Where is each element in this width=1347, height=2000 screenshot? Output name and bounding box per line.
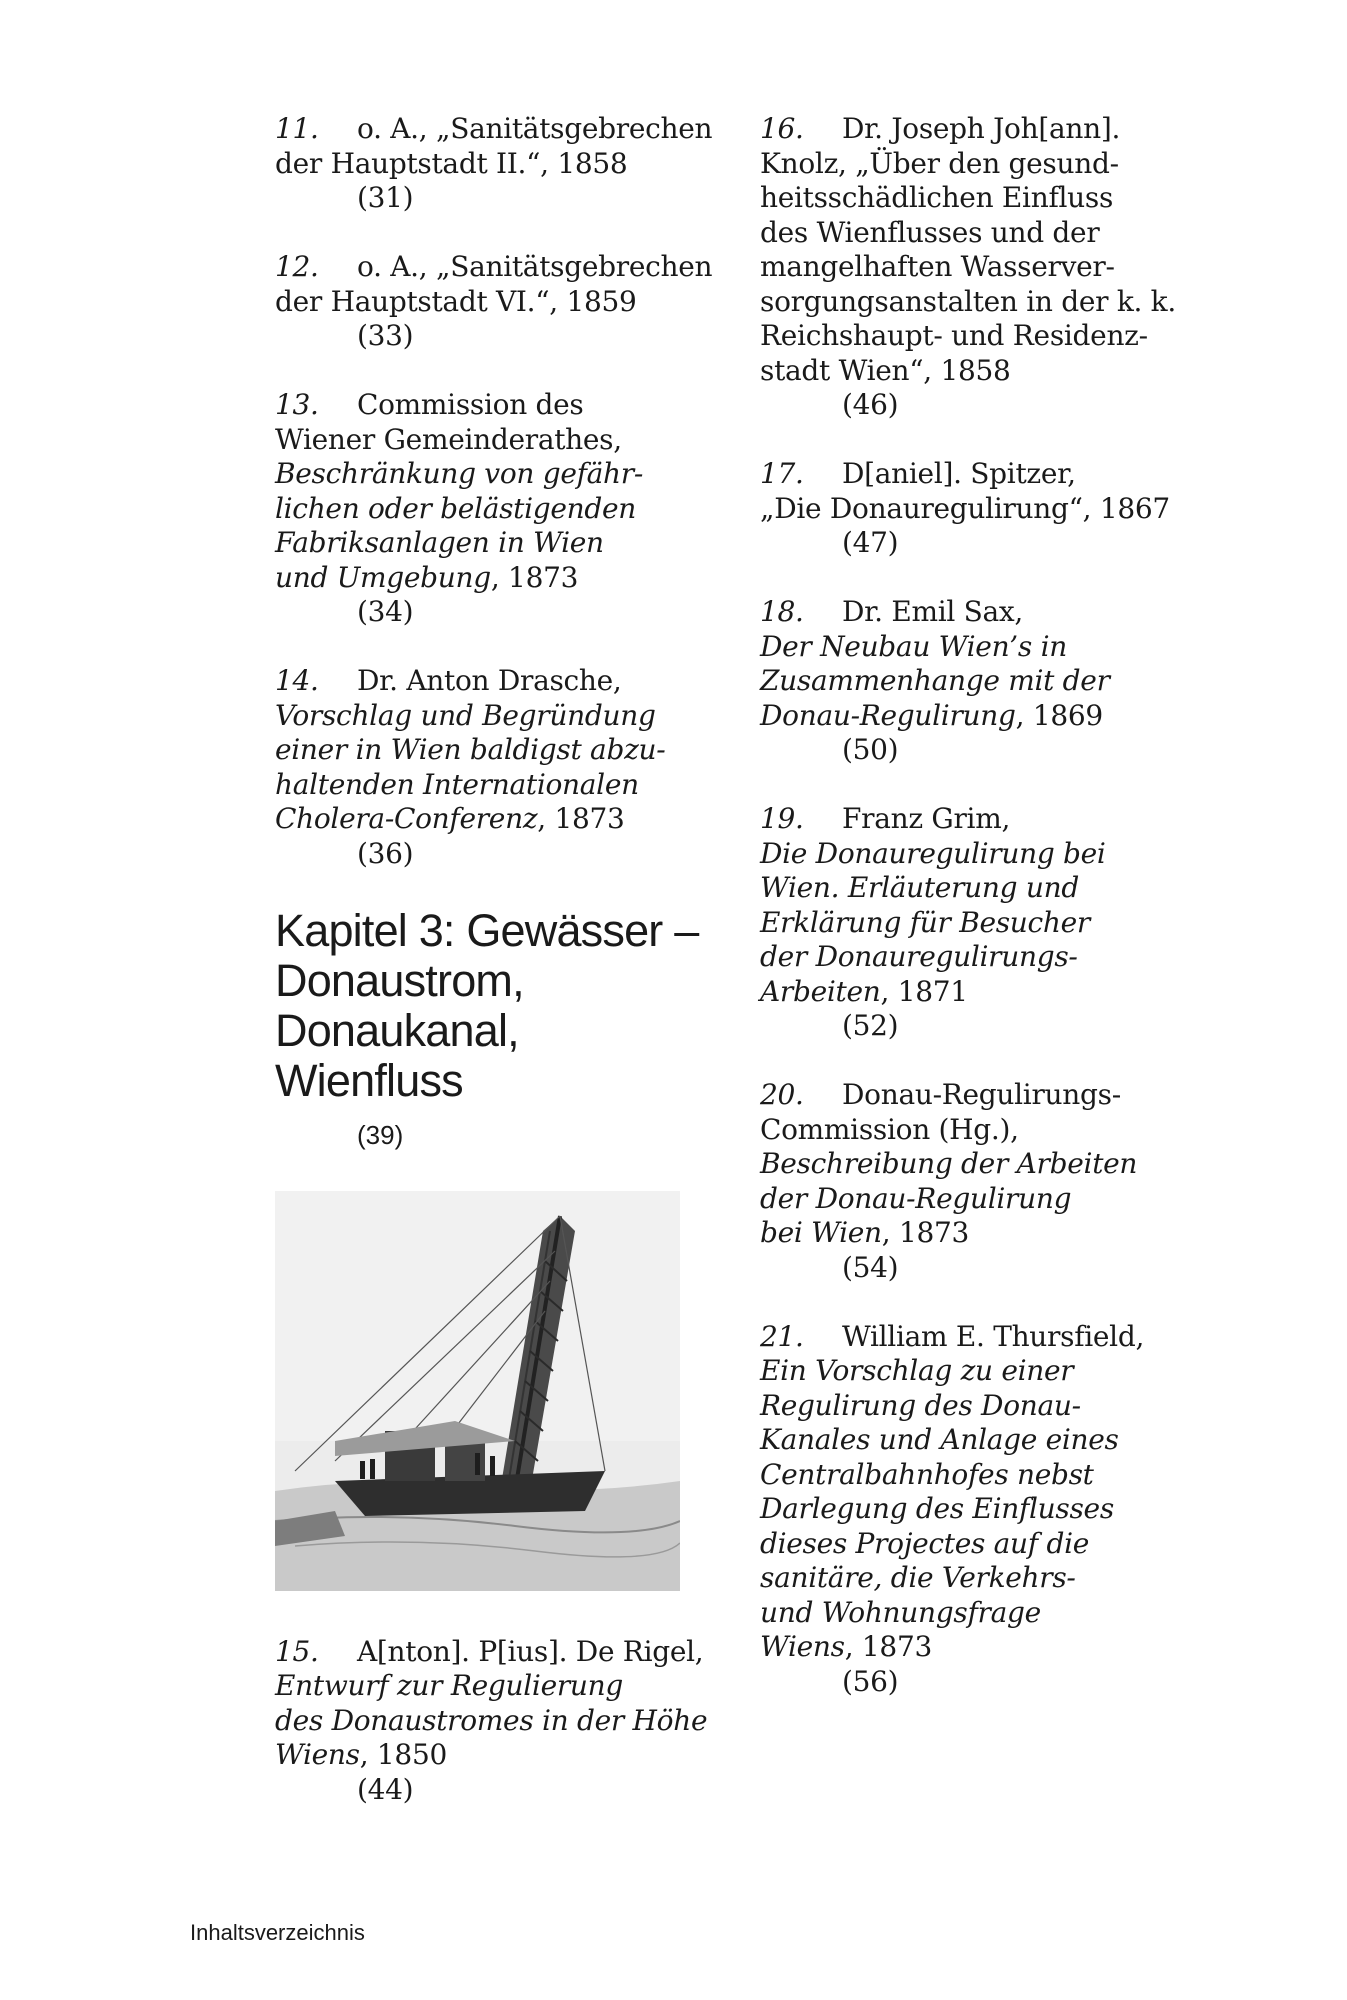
entry-title: Darlegung des Einflusses [760,1492,1114,1525]
entry-text: Dr. Joseph Joh[ann]. [842,112,1121,145]
entry-title: Erklärung für Besucher [760,905,1091,939]
chapter-title-line: Wienfluss [275,1054,463,1106]
entry-text: Reichshaupt- und Residenz- [760,319,1148,352]
entry-number: 21. [760,1319,804,1353]
toc-entry-21[interactable] [760,1320,1230,1700]
entry-text: der Hauptstadt II.“, 1858 [275,146,628,180]
entry-text: sorgungsanstalten in der k. k. [760,284,1176,318]
toc-entry-12[interactable] [275,250,745,354]
entry-text: o. A., „Sanitätsgebrechen [357,250,713,283]
page-number: (46) [842,388,899,421]
entry-title: dieses Projectes auf die [760,1526,1090,1560]
entry-title: der Donauregulirungs- [760,940,1078,973]
chapter-title-line: Donaustrom, [275,954,524,1006]
chapter-heading[interactable] [275,906,745,1106]
entry-title: Ein Vorschlag zu einer [760,1354,1074,1387]
entry-title: einer in Wien baldigst abzu- [275,733,666,766]
page-number: (54) [842,1250,899,1284]
entry-title: Beschreibung der Arbeiten [760,1147,1138,1180]
entry-text: stadt Wien“, 1858 [760,353,1011,387]
page-number: (44) [357,1772,414,1806]
entry-text: Knolz, „Über den gesund- [760,146,1119,180]
entry-number: 16. [760,112,804,145]
entry-title: Donau-Regulirung [760,698,1016,732]
toc-entry-13[interactable] [275,388,745,630]
entry-number: 20. [760,1078,804,1111]
entry-year: , 1850 [359,1738,447,1771]
entry-year: , 1873 [490,560,579,594]
page-number: (36) [357,836,414,870]
entry-author: Donau-Regulirungs- [842,1078,1121,1111]
entry-title: Centralbahnhofes nebst [760,1457,1094,1491]
entry-author: Dr. Emil Sax, [842,595,1024,628]
chapter-title-line: Kapitel 3: Gewässer – [275,904,699,956]
entry-text: des Wienflusses und der [760,215,1100,249]
entry-author: William E. Thursfield, [842,1319,1145,1353]
entry-author: Commission (Hg.), [760,1112,1019,1146]
entry-author: Commission des [357,388,584,421]
entry-number: 19. [760,802,804,835]
entry-title: und Umgebung [275,560,491,594]
entry-title: Wiens [275,1738,360,1771]
entry-number: 13. [275,388,319,421]
page-number: (33) [357,319,414,352]
entry-title: Fabriksanlagen in Wien [275,526,604,559]
toc-entry-20[interactable] [760,1078,1230,1285]
chapter-title-line: Donaukanal, [275,1004,519,1056]
toc-entry-14[interactable] [275,664,745,871]
entry-author: A[nton]. P[ius]. De Rigel, [357,1634,704,1668]
toc-entry-18[interactable] [760,595,1230,768]
entry-title: und Wohnungsfrage [760,1595,1041,1629]
entry-title: der Donau-Regulirung [760,1181,1072,1215]
entry-number: 18. [760,595,804,628]
entry-year: , 1873 [537,802,625,835]
toc-entry-11[interactable] [275,112,745,216]
entry-author: Wiener Gemeinderathes, [275,422,622,456]
entry-number: 12. [275,250,319,283]
right-column [760,112,1230,1734]
entry-author: Dr. Anton Drasche, [357,664,622,697]
chapter-page-number: (39) [357,1119,404,1150]
entry-title: Entwurf zur Regulierung [275,1669,624,1702]
entry-text: D[aniel]. Spitzer, [842,457,1076,490]
entry-author: Franz Grim, [842,802,1011,835]
entry-title: Wiens [760,1630,845,1663]
entry-text: „Die Donauregulirung“, 1867 [760,491,1170,525]
entry-title: Beschränkung von gefähr- [275,457,644,490]
entry-text: mangelhaften Wasserver- [760,250,1115,283]
entry-title: sanitäre, die Verkehrs- [760,1561,1076,1594]
toc-entry-15[interactable] [275,1635,745,1808]
page-number: (52) [842,1009,899,1042]
page-number: (56) [842,1664,899,1698]
running-footer: Inhaltsverzeichnis [190,1920,365,1945]
entry-title: haltenden Internationalen [275,767,639,801]
entry-title: Arbeiten [760,974,881,1008]
entry-number: 15. [275,1634,319,1668]
entry-text: der Hauptstadt VI.“, 1859 [275,284,637,318]
entry-title: des Donaustromes in der Höhe [275,1703,708,1737]
page-number: (31) [357,181,414,214]
page-number: (34) [357,595,414,628]
entry-title: Cholera-Conferenz [275,802,538,835]
page-number: (47) [842,526,899,559]
entry-title: bei Wien [760,1216,882,1249]
entry-title: lichen oder belästigenden [275,491,637,525]
entry-year: , 1873 [881,1216,970,1249]
entry-title: Zusammenhange mit der [760,664,1110,697]
page-number: (50) [842,733,899,766]
entry-title: Die Donauregulirung bei [760,836,1106,870]
toc-entry-17[interactable] [760,457,1230,561]
toc-entry-16[interactable] [760,112,1230,423]
entry-title: Der Neubau Wien’s in [760,629,1067,663]
entry-number: 17. [760,457,804,490]
entry-title: Kanales und Anlage eines [760,1423,1119,1456]
entry-title: Regulirung des Donau- [760,1388,1081,1422]
toc-entry-19[interactable] [760,802,1230,1044]
entry-number: 11. [275,112,319,145]
entry-year: , 1871 [880,974,968,1008]
chapter-illustration [275,1191,680,1591]
left-column [275,112,745,1842]
entry-title: Wien. Erläuterung und [760,871,1079,904]
entry-year: , 1873 [844,1630,932,1663]
entry-text: heitsschädlichen Einfluss [760,181,1114,214]
entry-title: Vorschlag und Begründung [275,698,656,732]
entry-text: o. A., „Sanitätsgebrechen [357,112,713,145]
entry-number: 14. [275,664,319,697]
entry-year: , 1869 [1015,698,1103,732]
